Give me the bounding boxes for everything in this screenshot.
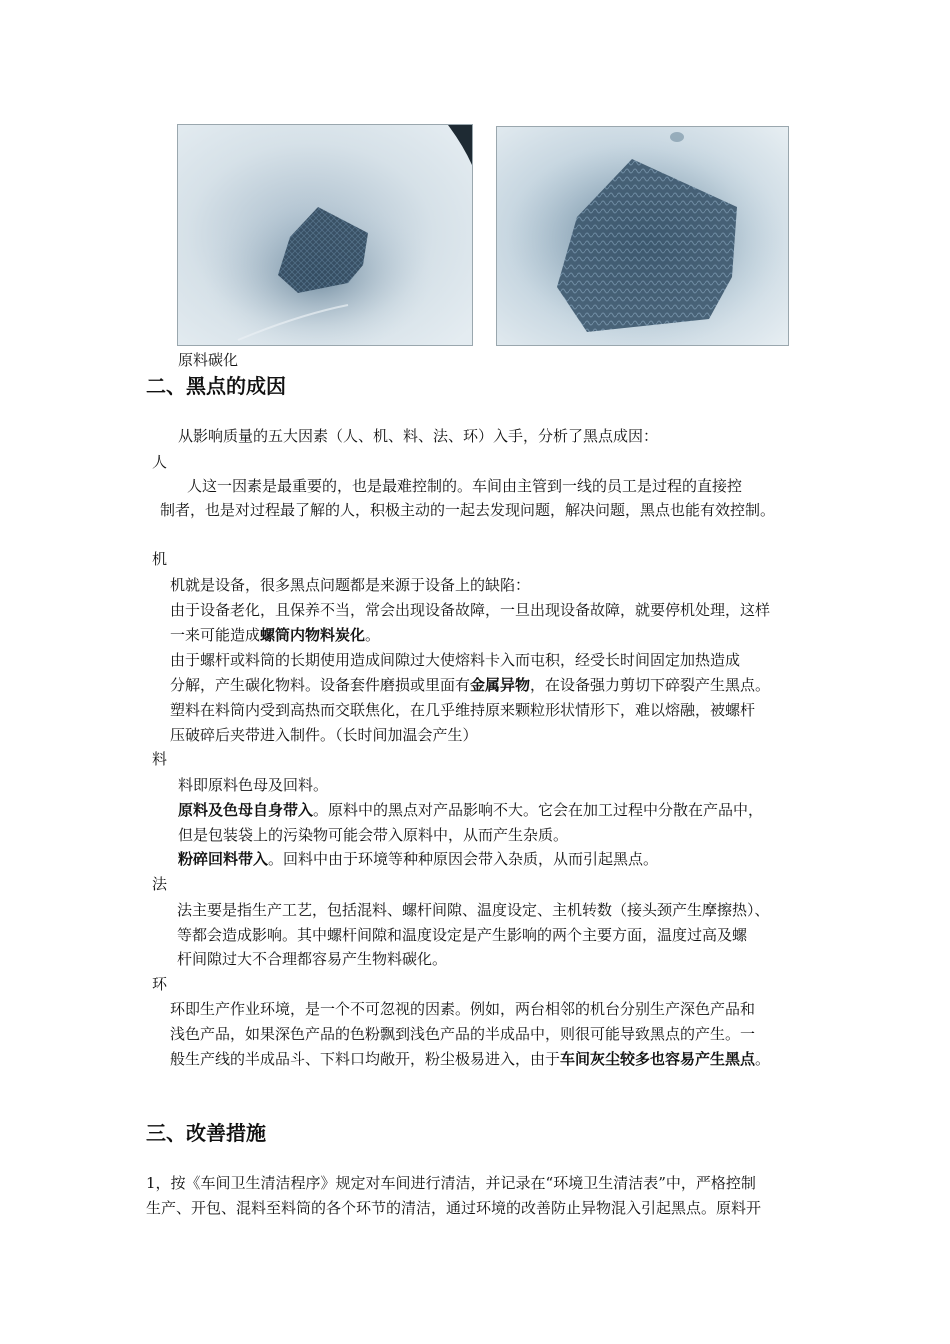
huan-line-3-bold: 车间灰尘较多也容易产生黑点 — [560, 1050, 756, 1068]
ji-line-3-bold: 螺筒内物料炭化 — [260, 626, 366, 644]
fa-line-2: 等都会造成影响。其中螺杆间隙和温度设定是产生影响的两个主要方面，温度过高及螺 — [177, 926, 748, 944]
huan-line-2: 浅色产品，如果深色产品的色粉飘到浅色产品的半成品中，则很可能导致黑点的产生。一 — [170, 1025, 756, 1043]
liao-line-2 — [178, 799, 763, 821]
fa-line-3: 杆间隙过大不合理都容易产生物料碳化。 — [177, 950, 448, 968]
section-2-title: 二、黑点的成因 — [146, 374, 286, 398]
liao-line-2-text: 。原料中的黑点对产品影响不大。它会在加工过程中分散在产品中， — [313, 801, 764, 819]
right-photo — [496, 126, 789, 346]
section-2-intro: 从影响质量的五大因素（人、机、料、法、环）入手，分析了黑点成因： — [178, 427, 659, 445]
huan-line-1: 环即生产作业环境，是一个不可忽视的因素。例如，两台相邻的机台分别生产深色产品和 — [170, 1000, 756, 1018]
ji-line-4: 由于螺杆或料筒的长期使用造成间隙过大使熔料卡入而屯积，经受长时间固定加热造成 — [170, 651, 741, 669]
ji-line-3-end: 。 — [365, 626, 381, 644]
liao-line-1: 料即原料色母及回料。 — [178, 776, 329, 794]
left-photo — [177, 124, 473, 346]
huan-line-3-end: 。 — [755, 1050, 771, 1068]
huan-line-3 — [170, 1048, 770, 1070]
ji-line-5-end: ，在设备强力剪切下碎裂产生黑点。 — [530, 676, 771, 694]
ji-line-3-text: 一来可能造成 — [170, 626, 261, 644]
factor-ren-heading: 人 — [152, 453, 168, 471]
liao-line-4-text: 。回料中由于环境等种种原因会带入杂质，从而引起黑点。 — [268, 850, 659, 868]
liao-line-3: 但是包装袋上的污染物可能会带入原料中，从而产生杂质。 — [178, 826, 569, 844]
huan-line-3-text: 般生产线的半成品斗、下料口均敞开，粉尘极易进入，由于 — [170, 1050, 561, 1068]
section-3-line-2: 生产、开包、混料至料筒的各个环节的清洁，通过环境的改善防止异物混入引起黑点。原料开 — [146, 1199, 762, 1217]
liao-line-4 — [178, 848, 658, 870]
liao-line-4-bold: 粉碎回料带入 — [178, 850, 269, 868]
ren-line-1: 人这一因素是最重要的，也是最难控制的。车间由主管到一线的员工是过程的直接控 — [187, 477, 743, 495]
factor-huan-heading: 环 — [152, 975, 168, 993]
ji-line-1: 机就是设备，很多黑点问题都是来源于设备上的缺陷： — [170, 576, 531, 594]
section-3-title: 三、改善措施 — [146, 1121, 266, 1145]
section-3-line-1: 1，按《车间卫生清洁程序》规定对车间进行清洁，并记录在“环境卫生清洁表”中，严格控制 — [146, 1174, 756, 1192]
photo-caption: 原料碳化 — [178, 351, 239, 369]
ji-line-7: 压破碎后夹带进入制件。（长时间加温会产生） — [170, 726, 478, 744]
ji-line-5-bold: 金属异物 — [470, 676, 531, 694]
ren-line-2: 制者，也是对过程最了解的人，积极主动的一起去发现问题，解决问题，黑点也能有效控制。 — [160, 501, 776, 519]
ji-line-5-text: 分解，产生碳化物料。设备套件磨损或里面有 — [170, 676, 471, 694]
factor-fa-heading: 法 — [152, 875, 168, 893]
fa-line-1: 法主要是指生产工艺，包括混料、螺杆间隙、温度设定、主机转数（接头颈产生摩擦热）、 — [177, 901, 770, 919]
ji-line-2: 由于设备老化，且保养不当，常会出现设备故障，一旦出现设备故障，就要停机处理，这样 — [170, 601, 771, 619]
ji-line-3 — [170, 624, 380, 646]
ji-line-5 — [170, 674, 770, 696]
ji-line-6: 塑料在料筒内受到高热而交联焦化，在几乎维持原来颗粒形状情形下，难以熔融，被螺杆 — [170, 701, 756, 719]
factor-liao-heading: 料 — [152, 750, 168, 768]
factor-ji-heading: 机 — [152, 550, 168, 568]
liao-line-2-bold: 原料及色母自身带入 — [178, 801, 314, 819]
